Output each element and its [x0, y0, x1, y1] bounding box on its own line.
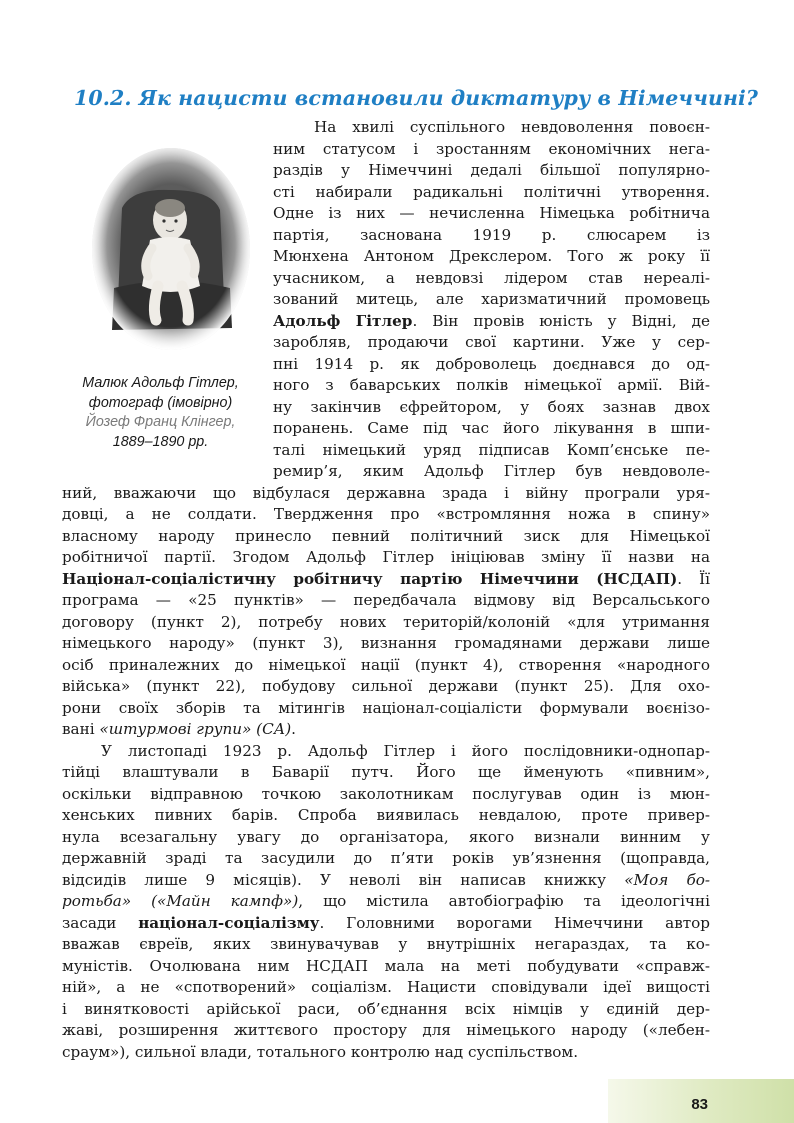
text-line: нула всезагальну увагу до організатора, якого визнали винним у [62, 827, 710, 846]
text-line: Одне із них — нечисленна Німецька робітнича [273, 204, 710, 222]
text-line: тійці влаштували в Баварії путч. Його ще йменують «пивним», [62, 763, 710, 781]
text-line: ного з баварських полків німецької армії. Вій- [273, 376, 710, 394]
text-span: . Її [677, 569, 710, 588]
text-line: Мюнхена Антоном Дрекслером. Того ж року її [273, 247, 710, 265]
text-line: учасником, а невдовзі лідером став нереалі- [273, 268, 710, 287]
text-line: сті набирали радикальні політичні утворення. [273, 182, 710, 201]
text-line: державній зраді та засудили до п’яти років ув’язнення (щоправда, [62, 849, 710, 867]
text-line: договору (пункт 2), потребу нових територій/колоній «для утримання [62, 612, 710, 631]
photo-caption [48, 374, 273, 452]
text-line: робітничої партії. Згодом Адольф Гітлер ініціював зміну її назви на [62, 548, 710, 566]
text-span: вані [62, 720, 100, 738]
section-heading: 10.2. Як нацисти встановили диктатуру в Німеччині? [74, 86, 758, 110]
text-line: ній», а не «спотворений» соціалізм. Нацисти сповідували ідеї вищості [62, 978, 710, 996]
photo-figure [48, 128, 273, 468]
text-line: жаві, розширення життєвого простору для німецького народу («лебен- [62, 1021, 710, 1039]
caption-line: 1889–1890 рр. [112, 433, 209, 450]
text-line: війська» (пункт 22), побудову сильної держави (пункт 25). Для охо- [62, 677, 710, 695]
text-line: німецького народу» (пункт 3), визнання громадянами держави лише [62, 634, 710, 652]
text-line: рони своїх зборів та мітингів націонал-соціалісти формували воєнізо- [62, 698, 710, 717]
text-line: і винятковості арійської раси, об’єднання всіх німців у єдиній дер- [62, 999, 710, 1018]
italic-term: «штурмові групи» (СА) [99, 720, 292, 738]
text-line: талі німецький уряд підписав Комп’єнське пе- [273, 440, 710, 459]
caption-line: Малюк Адольф Гітлер, [82, 375, 239, 391]
text-span: . [291, 720, 296, 738]
text-line: заробляв, продаючи свої картини. Уже у сер- [273, 333, 710, 351]
text-line: вважав євреїв, яких звинувачував у внутрішніх негараздах, та ко- [62, 935, 710, 953]
text-line [62, 870, 710, 892]
bold-term: Націонал-соціалістичну робітничу партію Німеччини (НСДАП) [62, 569, 678, 588]
text-line: ний, вважаючи що відбулася державна зрада і війну програли уря- [62, 483, 710, 502]
bold-term: Адольф Гітлер [273, 311, 413, 330]
text-span: . Головними ворогами Німеччини автор [319, 913, 711, 932]
text-span: відсидів лише 9 місяців). У неволі він написав книжку [62, 870, 625, 889]
text-line [62, 913, 710, 935]
italic-term: «Моя бо- [624, 870, 710, 889]
bold-term: націонал-соціалізму [138, 913, 320, 932]
text-line: У листопаді 1923 р. Адольф Гітлер і його послідовники-однопар- [101, 741, 710, 760]
italic-term: ротьба» («Майн кампф») [62, 892, 299, 910]
text-line: ремир’я, яким Адольф Гітлер був невдоволе- [273, 462, 710, 480]
text-line [273, 311, 710, 333]
text-span: , що містила автобіографію та ідеологічні [298, 892, 710, 910]
text-line: довці, а не солдати. Твердження про «встромляння ножа в спину» [62, 505, 710, 523]
text-line [62, 719, 710, 741]
text-line [62, 891, 710, 913]
caption-line: фотограф (імовірно) [88, 394, 233, 411]
text-line: партія, заснована 1919 р. слюсарем із [273, 225, 710, 244]
text-line: осіб приналежних до німецької нації (пункт 4), створення «народного [62, 655, 710, 674]
historical-photo [92, 148, 250, 350]
text-line: муністів. Очолювана ним НСДАП мала на меті побудувати «справж- [62, 956, 710, 975]
text-line: раздів у Німеччині дедалі більшої популярно- [273, 161, 710, 179]
text-line: хенських пивних барів. Спроба виявилась невдалою, проте привер- [62, 806, 710, 824]
text-line: поранень. Саме під час його лікування в шпи- [273, 419, 710, 437]
text-span: засади [62, 913, 139, 932]
text-line: На хвилі суспільного невдоволення повоєн- [314, 118, 710, 136]
text-line: зований митець, але харизматичний промовець [273, 290, 710, 308]
text-line: пні 1914 р. як доброволець доєднався до од- [273, 354, 710, 373]
page-number: 83 [691, 1096, 708, 1113]
text-line: ну закінчив єфрейтором, у боях зазнав двох [273, 397, 710, 416]
text-line: оскільки відправною точкою заколотникам послугував один із мюн- [62, 784, 710, 803]
text-line: ним статусом і зростанням економічних нега- [273, 139, 710, 158]
text-line: власному народу принесло певний політичний зиск для Німецької [62, 526, 710, 545]
caption-line: Йозеф Франц Клінгер, [85, 414, 236, 430]
text-span: . Він провів юність у Відні, де [412, 311, 711, 330]
text-line [62, 569, 710, 591]
text-line: сраум»), сильної влади, тотального контролю над суспільством. [62, 1042, 579, 1061]
text-line: програма — «25 пунктів» — передбачала відмову від Версальського [62, 591, 710, 609]
